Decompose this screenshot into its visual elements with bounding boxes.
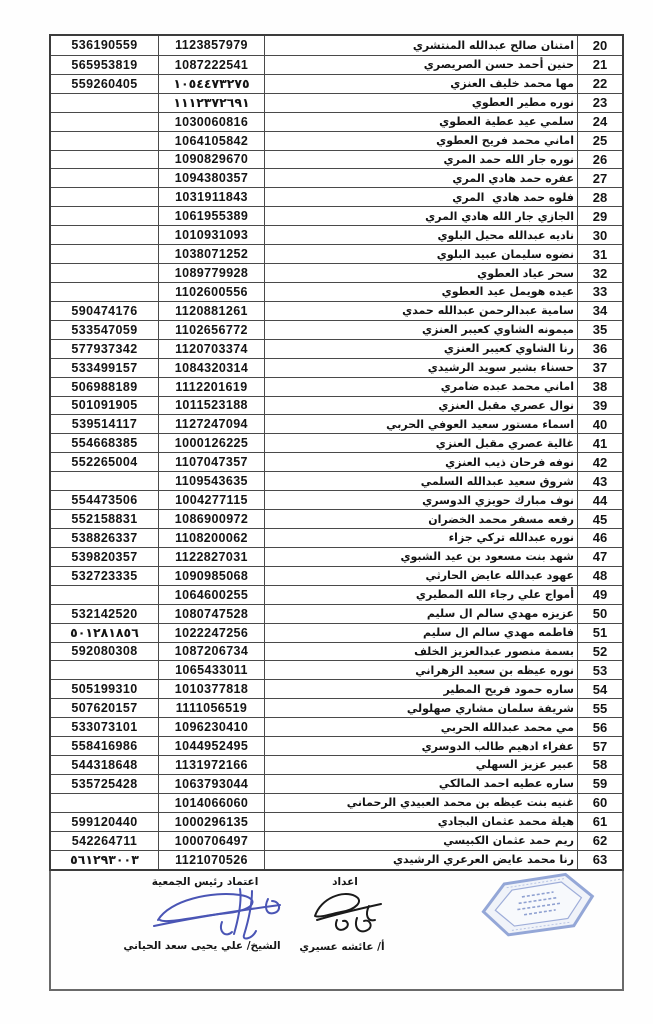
table-row xyxy=(51,774,622,793)
national-id-cell: 1000706497 xyxy=(159,832,265,850)
phone-cell xyxy=(51,794,159,812)
row-number-cell: 21 xyxy=(592,57,608,73)
national-id-cell: 1090985068 xyxy=(159,567,265,585)
phone-cell xyxy=(51,661,159,679)
table-row xyxy=(51,547,622,566)
president-signature xyxy=(150,885,295,941)
name-cell: نوره جار الله حمد المري xyxy=(265,151,578,169)
phone-cell: 533499157 xyxy=(51,359,159,377)
phone-cell xyxy=(51,188,159,206)
national-id-cell: 1107047357 xyxy=(159,453,265,471)
national-id-cell: 1123857979 xyxy=(159,36,265,55)
national-id-cell: 1087222541 xyxy=(159,56,265,74)
prepared-label: اعداد xyxy=(332,876,358,888)
table-row xyxy=(51,850,622,869)
national-id-cell: 1086900972 xyxy=(159,510,265,528)
national-id-cell: 1084320314 xyxy=(159,359,265,377)
phone-cell xyxy=(51,151,159,169)
preparer-signature xyxy=(305,886,389,938)
row-number-cell: 20 xyxy=(592,37,608,53)
phone-cell xyxy=(51,226,159,244)
table-row xyxy=(51,660,622,679)
table-row xyxy=(51,187,622,206)
row-number-cell: 53 xyxy=(592,662,608,678)
national-id-cell: 1089779928 xyxy=(159,264,265,282)
national-id-cell: 1010377818 xyxy=(159,680,265,698)
national-id-cell: 1064105842 xyxy=(159,132,265,150)
name-cell: ريم حمد عثمان الكبيسي xyxy=(265,832,578,850)
name-cell: شروق سعيد عبدالله السلمي xyxy=(265,472,578,490)
name-cell: حنين أحمد حسن الصريصري xyxy=(265,56,578,74)
national-id-cell: 1096230410 xyxy=(159,718,265,736)
phone-cell xyxy=(51,132,159,150)
row-number-cell: 56 xyxy=(592,719,608,735)
phone-cell xyxy=(51,264,159,282)
table-row xyxy=(51,585,622,604)
row-number-cell: 47 xyxy=(592,549,608,565)
phone-cell: 565953819 xyxy=(51,56,159,74)
phone-cell: 506988189 xyxy=(51,378,159,396)
name-cell: ناديه عبدالله محيل البلوي xyxy=(265,226,578,244)
national-id-cell: 1000126225 xyxy=(159,434,265,452)
table-row xyxy=(51,339,622,358)
members-table xyxy=(49,34,624,871)
national-id-cell: 1044952495 xyxy=(159,737,265,755)
name-cell: ساره حمود فريح المطير xyxy=(265,680,578,698)
national-id-cell: 1111056519 xyxy=(159,699,265,717)
table-row xyxy=(51,717,622,736)
national-id-cell: 1094380357 xyxy=(159,169,265,187)
table-row xyxy=(51,263,622,282)
name-cell: نضوه سليمان عبيد البلوي xyxy=(265,245,578,263)
national-id-cell: 1065433011 xyxy=(159,661,265,679)
phone-cell: 539820357 xyxy=(51,548,159,566)
phone-cell: ٥٠١٢٨١٨٥٦ xyxy=(51,624,159,642)
phone-cell: 542264711 xyxy=(51,832,159,850)
row-number-cell: 31 xyxy=(592,246,608,262)
national-id-cell: 1038071252 xyxy=(159,245,265,263)
national-id-cell: 1063793044 xyxy=(159,775,265,793)
national-id-cell: 1087206734 xyxy=(159,643,265,661)
name-cell: حسناء بشير سويد الرشيدي xyxy=(265,359,578,377)
name-cell: نوال عصري مقبل العنزي xyxy=(265,397,578,415)
row-number-cell: 50 xyxy=(592,606,608,622)
row-number-cell: 28 xyxy=(592,189,608,205)
phone-cell: 532142520 xyxy=(51,605,159,623)
row-number-cell: 41 xyxy=(592,435,608,451)
phone-cell xyxy=(51,283,159,301)
name-cell: عزيزه مهدي سالم ال سليم xyxy=(265,605,578,623)
name-cell: رنا محمد عايض العرعري الرشيدي xyxy=(265,851,578,869)
name-cell: غالية عصري مقبل العنزي xyxy=(265,434,578,452)
national-id-cell: 1031911843 xyxy=(159,188,265,206)
row-number-cell: 61 xyxy=(592,814,608,830)
phone-cell xyxy=(51,113,159,131)
table-row xyxy=(51,471,622,490)
page-frame xyxy=(49,34,624,991)
name-cell: اسماء مستور سعيد العوفي الحربي xyxy=(265,415,578,433)
national-id-cell: 1112201619 xyxy=(159,378,265,396)
table-row xyxy=(51,320,622,339)
phone-cell: 536190559 xyxy=(51,36,159,55)
name-cell: أمواج علي رجاء الله المطيري xyxy=(265,586,578,604)
table-row xyxy=(51,396,622,415)
row-number-cell: 49 xyxy=(592,587,608,603)
table-row xyxy=(51,377,622,396)
phone-cell: ٥٦١٢٩٣٠٠٣ xyxy=(51,851,159,869)
name-cell: عفره حمد هادي المري xyxy=(265,169,578,187)
phone-cell xyxy=(51,472,159,490)
row-number-cell: 48 xyxy=(592,568,608,584)
phone-cell xyxy=(51,169,159,187)
row-number-cell: 55 xyxy=(592,700,608,716)
name-cell: شهد بنت مسعود بن عيد الشبوي xyxy=(265,548,578,566)
official-stamp-icon xyxy=(476,869,600,941)
row-number-cell: 42 xyxy=(592,454,608,470)
table-row xyxy=(51,679,622,698)
national-id-cell: 1010931093 xyxy=(159,226,265,244)
national-id-cell: 1090829670 xyxy=(159,151,265,169)
row-number-cell: 33 xyxy=(592,284,608,300)
row-number-cell: 51 xyxy=(592,625,608,641)
row-number-cell: 43 xyxy=(592,473,608,489)
table-row xyxy=(51,490,622,509)
row-number-cell: 30 xyxy=(592,227,608,243)
table-row xyxy=(51,150,622,169)
name-cell: امتنان صالح عبدالله المنتشري xyxy=(265,36,578,55)
name-cell: رنا الشاوي كعيبر العنزي xyxy=(265,340,578,358)
phone-cell: 533547059 xyxy=(51,321,159,339)
national-id-cell: ١١١٢٣٧٢٦٩١ xyxy=(159,94,265,112)
row-number-cell: 52 xyxy=(592,643,608,659)
national-id-cell: 1061955389 xyxy=(159,207,265,225)
name-cell: غنيه بنت عيظه بن محمد العبيدي الرحماني xyxy=(265,794,578,812)
table-row xyxy=(51,168,622,187)
table-row xyxy=(51,604,622,623)
phone-cell xyxy=(51,245,159,263)
national-id-cell: 1120881261 xyxy=(159,302,265,320)
national-id-cell: 1102600556 xyxy=(159,283,265,301)
row-number-cell: 46 xyxy=(592,530,608,546)
phone-cell: 554473506 xyxy=(51,491,159,509)
name-cell: بسمة منصور عبدالعزيز الخلف xyxy=(265,643,578,661)
name-cell: عبير عزيز السهلي xyxy=(265,756,578,774)
phone-cell: 501091905 xyxy=(51,397,159,415)
phone-cell: 552265004 xyxy=(51,453,159,471)
row-number-cell: 60 xyxy=(592,795,608,811)
row-number-cell: 29 xyxy=(592,208,608,224)
table-row xyxy=(51,755,622,774)
row-number-cell: 59 xyxy=(592,776,608,792)
national-id-cell: 1127247094 xyxy=(159,415,265,433)
row-number-cell: 32 xyxy=(592,265,608,281)
phone-cell: 507620157 xyxy=(51,699,159,717)
row-number-cell: 39 xyxy=(592,397,608,413)
name-cell: سحر عياد العطوي xyxy=(265,264,578,282)
phone-cell: 554668385 xyxy=(51,434,159,452)
row-number-cell: 25 xyxy=(592,133,608,149)
phone-cell xyxy=(51,586,159,604)
table-row xyxy=(51,131,622,150)
table-row xyxy=(51,452,622,471)
name-cell: ساره عطيه احمد المالكي xyxy=(265,775,578,793)
row-number-cell: 37 xyxy=(592,360,608,376)
national-id-cell: 1108200062 xyxy=(159,529,265,547)
name-cell: نوره عبدالله تركي جزاء xyxy=(265,529,578,547)
row-number-cell: 45 xyxy=(592,511,608,527)
row-number-cell: 36 xyxy=(592,341,608,357)
row-number-cell: 26 xyxy=(592,151,608,167)
phone-cell: 590474176 xyxy=(51,302,159,320)
name-cell: سامية عبدالرحمن عبدالله حمدي xyxy=(265,302,578,320)
table-row xyxy=(51,812,622,831)
name-cell: شريفة سلمان مشاري صهلولي xyxy=(265,699,578,717)
national-id-cell: 1011523188 xyxy=(159,397,265,415)
phone-cell: 505199310 xyxy=(51,680,159,698)
table-row xyxy=(51,55,622,74)
name-cell: سلمي عيد عطية العطوي xyxy=(265,113,578,131)
national-id-cell: 1102656772 xyxy=(159,321,265,339)
phone-cell: 535725428 xyxy=(51,775,159,793)
table-row xyxy=(51,225,622,244)
phone-cell: 544318648 xyxy=(51,756,159,774)
row-number-cell: 57 xyxy=(592,738,608,754)
name-cell: نوره عيظه بن سعيد الزهراني xyxy=(265,661,578,679)
row-number-cell: 34 xyxy=(592,303,608,319)
national-id-cell: 1030060816 xyxy=(159,113,265,131)
name-cell: عيده هويمل عيد العطوي xyxy=(265,283,578,301)
national-id-cell: 1080747528 xyxy=(159,605,265,623)
table-row xyxy=(51,282,622,301)
phone-cell: 532723335 xyxy=(51,567,159,585)
table-row xyxy=(51,301,622,320)
table-row xyxy=(51,831,622,850)
national-id-cell: 1121070526 xyxy=(159,851,265,869)
table-row xyxy=(51,509,622,528)
table-row xyxy=(51,736,622,755)
row-number-cell: 58 xyxy=(592,757,608,773)
phone-cell: 539514117 xyxy=(51,415,159,433)
name-cell: اماني محمد عبده ضامري xyxy=(265,378,578,396)
table-row xyxy=(51,36,622,55)
approval-label: اعتماد رئيس الجمعية xyxy=(151,876,259,888)
name-cell: نوف مبارك حويزي الدوسري xyxy=(265,491,578,509)
national-id-cell: 1022247256 xyxy=(159,624,265,642)
table-row xyxy=(51,206,622,225)
table-row xyxy=(51,74,622,93)
phone-cell: 538826337 xyxy=(51,529,159,547)
national-id-cell: 1122827031 xyxy=(159,548,265,566)
name-cell: اماني محمد فريح العطوي xyxy=(265,132,578,150)
row-number-cell: 22 xyxy=(592,76,608,92)
name-cell: هيلة محمد عثمان البجادي xyxy=(265,813,578,831)
name-cell: رفعه مسفر محمد الخضران xyxy=(265,510,578,528)
row-number-cell: 62 xyxy=(592,833,608,849)
table-row xyxy=(51,433,622,452)
table-row xyxy=(51,793,622,812)
row-number-cell: 40 xyxy=(592,416,608,432)
table-row xyxy=(51,528,622,547)
phone-cell xyxy=(51,207,159,225)
phone-cell: 558416986 xyxy=(51,737,159,755)
row-number-cell: 23 xyxy=(592,95,608,111)
table-row xyxy=(51,112,622,131)
name-cell: ميمونه الشاوي كعيبر العنزي xyxy=(265,321,578,339)
national-id-cell: 1014066060 xyxy=(159,794,265,812)
table-row xyxy=(51,358,622,377)
name-cell: مها محمد خليف العنزي xyxy=(265,75,578,93)
phone-cell: 559260405 xyxy=(51,75,159,93)
national-id-cell: ١٠٥٤٤٧٣٢٧٥ xyxy=(159,75,265,93)
name-cell: عهود عبدالله عايض الحارثي xyxy=(265,567,578,585)
row-number-cell: 24 xyxy=(592,114,608,130)
table-row xyxy=(51,642,622,661)
name-cell: الجازي جار الله هادي المري xyxy=(265,207,578,225)
national-id-cell: 1004277115 xyxy=(159,491,265,509)
row-number-cell: 27 xyxy=(592,170,608,186)
national-id-cell: 1120703374 xyxy=(159,340,265,358)
table-row xyxy=(51,623,622,642)
row-number-cell: 35 xyxy=(592,322,608,338)
name-cell: مي محمد عبدالله الحربي xyxy=(265,718,578,736)
row-number-cell: 54 xyxy=(592,681,608,697)
row-number-cell: 63 xyxy=(592,852,608,868)
table-row xyxy=(51,93,622,112)
table-row xyxy=(51,698,622,717)
approval-signer-name: الشيخ/ علي يحيى سعد الحياني xyxy=(123,940,281,952)
national-id-cell: 1064600255 xyxy=(159,586,265,604)
phone-cell: 577937342 xyxy=(51,340,159,358)
row-number-cell: 38 xyxy=(592,379,608,395)
name-cell: فلوه حمد هادي المري xyxy=(265,188,578,206)
preparer-signer-name: أ/ عائشه عسيري xyxy=(299,941,385,953)
table-row xyxy=(51,566,622,585)
national-id-cell: 1000296135 xyxy=(159,813,265,831)
phone-cell xyxy=(51,94,159,112)
phone-cell: 552158831 xyxy=(51,510,159,528)
name-cell: فاطمه مهدي سالم ال سليم xyxy=(265,624,578,642)
national-id-cell: 1109543635 xyxy=(159,472,265,490)
table-row xyxy=(51,244,622,263)
name-cell: نوره مطير العطوي xyxy=(265,94,578,112)
national-id-cell: 1131972166 xyxy=(159,756,265,774)
row-number-cell: 44 xyxy=(592,492,608,508)
name-cell: عفراء ادهيم طالب الدوسري xyxy=(265,737,578,755)
name-cell: نوفه فرحان ذيب العنزي xyxy=(265,453,578,471)
phone-cell: 533073101 xyxy=(51,718,159,736)
phone-cell: 592080308 xyxy=(51,643,159,661)
table-row xyxy=(51,414,622,433)
phone-cell: 599120440 xyxy=(51,813,159,831)
